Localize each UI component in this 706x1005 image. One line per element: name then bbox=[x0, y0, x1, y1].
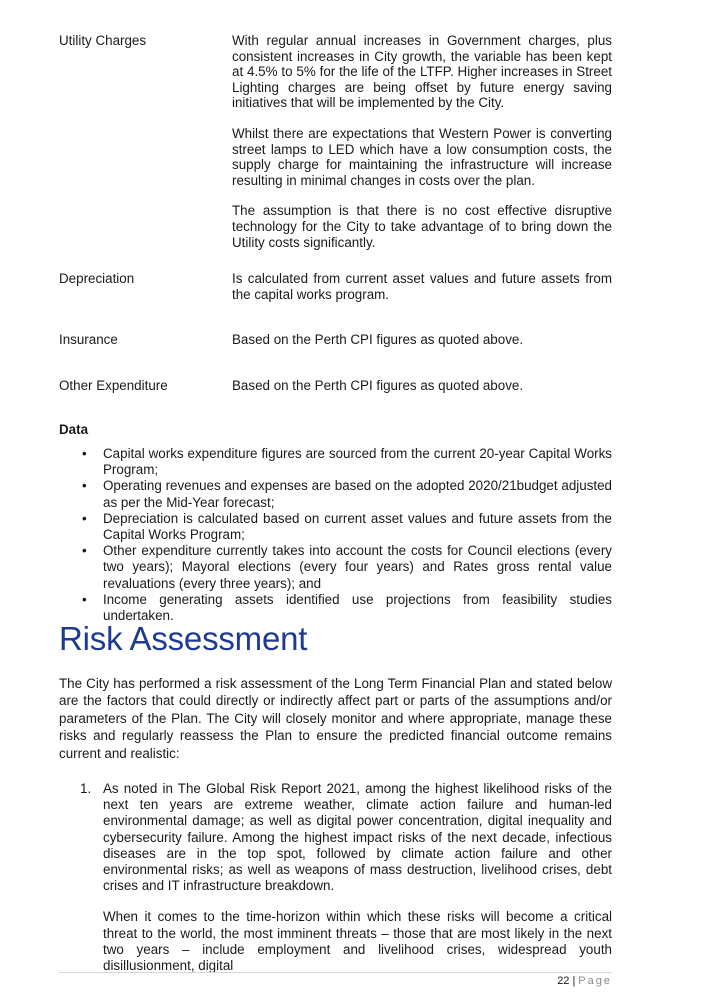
list-item: • Depreciation is calculated based on current asset values and future assets from the Capital Works Program; bbox=[59, 511, 612, 543]
page-label: Page bbox=[578, 975, 612, 987]
assumption-term: Utility Charges bbox=[59, 33, 147, 48]
page-footer bbox=[557, 975, 612, 987]
list-item: • Capital works expenditure figures are sourced from the current 20-year Capital Works Program; bbox=[59, 446, 612, 478]
risk-paragraph: As noted in The Global Risk Report 2021, among the highest likelihood risks of the next ten years are extreme weather, climate action failure and human-led environmental damage; as well as digital power concentration, digital inequality and cybersecurity failure. Among the highest impact risks of the next decade, infectious diseases are in the top spot, followed by climate action failure and other environmental risks; as well as weapons of mass destruction, livelihood crises, debt crises and IT infrastructure breakdown. bbox=[103, 781, 612, 894]
assumption-term: Insurance bbox=[59, 332, 118, 347]
risk-paragraph: When it comes to the time-horizon within which these risks will become a critical threat to the world, the most imminent threats – those that are most likely in the next two years – include employment and livelihood crises, widespread youth disillusionment, digital bbox=[103, 909, 612, 974]
list-item bbox=[59, 781, 612, 974]
assumption-description bbox=[232, 332, 612, 363]
list-item: • Other expenditure currently takes into account the costs for Council elections (every two years); Mayoral elections (every four years) and Rates gross rental value revaluations (every three years); and bbox=[59, 543, 612, 592]
footer-separator: | bbox=[572, 975, 576, 987]
assumption-description bbox=[232, 378, 612, 409]
list-item: • Income generating assets identified use projections from feasibility studies undertaken. bbox=[59, 592, 612, 624]
assumption-paragraph: Based on the Perth CPI figures as quoted above. bbox=[232, 378, 524, 393]
assumption-description bbox=[232, 271, 612, 317]
list-item: • Operating revenues and expenses are based on the adopted 2020/21budget adjusted as per the Mid-Year forecast; bbox=[59, 478, 612, 510]
assumption-paragraph: With regular annual increases in Government charges, plus consistent increases in City growth, the variable has been kept at 4.5% to 5% for the life of the LTFP. Higher increases in Street Lighting charges are being offset by future energy saving initiatives that will be implemented by the City. bbox=[232, 33, 612, 111]
assumption-paragraph: The assumption is that there is no cost effective disruptive technology for the City to take advantage of to bring down the Utility costs significantly. bbox=[232, 203, 612, 250]
assumption-paragraph: Based on the Perth CPI figures as quoted above. bbox=[232, 332, 524, 347]
page-number: 22 bbox=[557, 975, 570, 987]
list-number: 1. bbox=[80, 781, 92, 796]
assumption-paragraph: Whilst there are expectations that Western Power is converting street lamps to LED which have a low consumption costs, the supply charge for maintaining the infrastructure will increase resulting in minimal changes in costs over the plan. bbox=[232, 125, 612, 188]
risk-intro-paragraph: The City has performed a risk assessment of the Long Term Financial Plan and stated below are the factors that could directly or indirectly affect part or parts of the assumptions and/or parameters of the Plan. The City will closely monitor and where appropriate, manage these risks and regularly reassess the Plan to ensure the predicted financial outcome remains current and realistic: bbox=[59, 676, 612, 761]
assumption-description bbox=[232, 33, 612, 265]
assumption-term: Other Expenditure bbox=[59, 378, 168, 393]
assumption-paragraph: Is calculated from current asset values and future assets from the capital works program. bbox=[232, 271, 612, 302]
footer-divider bbox=[59, 972, 612, 973]
data-bullet-list bbox=[59, 446, 612, 624]
risk-assessment-heading: Risk Assessment bbox=[59, 620, 308, 657]
risk-list bbox=[59, 781, 612, 989]
data-heading: Data bbox=[59, 422, 89, 437]
assumption-term: Depreciation bbox=[59, 271, 135, 286]
